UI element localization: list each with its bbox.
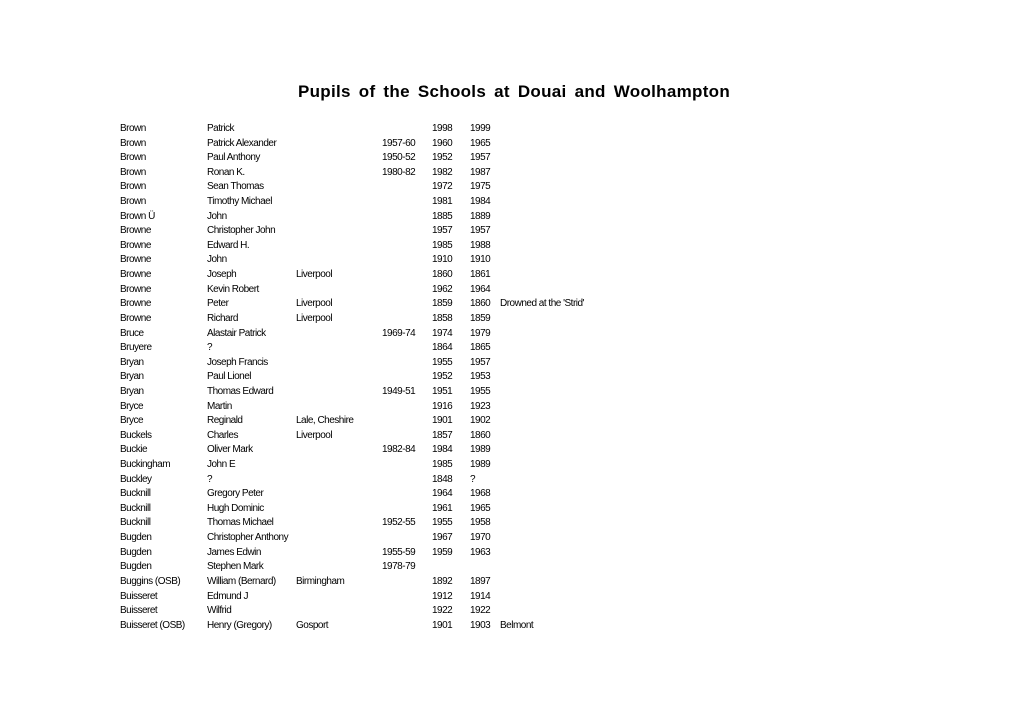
- forenames-cell: Oliver Mark: [207, 444, 253, 456]
- table-row: [0, 619, 1024, 634]
- forenames-cell: Patrick Alexander: [207, 137, 277, 149]
- table-row: [0, 224, 1024, 239]
- entry-year-cell: 1901: [432, 619, 453, 631]
- surname-cell: Bucknill: [120, 502, 151, 514]
- leave-year-cell: 1965: [470, 502, 491, 514]
- table-row: [0, 312, 1024, 327]
- surname-cell: Buckels: [120, 429, 152, 441]
- leave-year-cell: 1865: [470, 342, 491, 354]
- surname-cell: Browne: [120, 239, 151, 251]
- leave-year-cell: 1957: [470, 225, 491, 237]
- table-row: [0, 151, 1024, 166]
- entry-year-cell: 1957: [432, 225, 453, 237]
- surname-cell: Browne: [120, 298, 151, 310]
- entry-year-cell: 1985: [432, 239, 453, 251]
- prep-years-cell: 1978-79: [382, 561, 416, 573]
- surname-cell: Brown: [120, 166, 146, 178]
- entry-year-cell: 1955: [432, 356, 453, 368]
- surname-cell: Brown Ü: [120, 210, 155, 222]
- prep-years-cell: 1952-55: [382, 517, 416, 529]
- leave-year-cell: 1914: [470, 590, 491, 602]
- entry-year-cell: 1858: [432, 312, 453, 324]
- forenames-cell: Paul Lionel: [207, 371, 251, 383]
- place-cell: Liverpool: [296, 429, 333, 441]
- surname-cell: Brown: [120, 152, 146, 164]
- prep-years-cell: 1957-60: [382, 137, 416, 149]
- surname-cell: Brown: [120, 137, 146, 149]
- leave-year-cell: 1955: [470, 385, 491, 397]
- table-row: [0, 327, 1024, 342]
- forenames-cell: John: [207, 210, 227, 222]
- table-row: [0, 166, 1024, 181]
- leave-year-cell: 1965: [470, 137, 491, 149]
- place-cell: Birmingham: [296, 575, 345, 587]
- entry-year-cell: 1959: [432, 546, 453, 558]
- surname-cell: Browne: [120, 269, 151, 281]
- surname-cell: Bugden: [120, 561, 152, 573]
- prep-years-cell: 1980-82: [382, 166, 416, 178]
- surname-cell: Browne: [120, 225, 151, 237]
- entry-year-cell: 1984: [432, 444, 453, 456]
- leave-year-cell: 1989: [470, 444, 491, 456]
- entry-year-cell: 1952: [432, 371, 453, 383]
- leave-year-cell: 1902: [470, 415, 491, 427]
- forenames-cell: Joseph Francis: [207, 356, 268, 368]
- forenames-cell: Patrick: [207, 123, 235, 134]
- leave-year-cell: 1923: [470, 400, 491, 412]
- leave-year-cell: 1987: [470, 166, 491, 178]
- entry-year-cell: 1892: [432, 575, 453, 587]
- pupil-list: [0, 122, 1024, 633]
- prep-years-cell: 1969-74: [382, 327, 416, 339]
- leave-year-cell: 1957: [470, 152, 491, 164]
- place-cell: Liverpool: [296, 298, 333, 310]
- table-row: [0, 414, 1024, 429]
- forenames-cell: Edmund J: [207, 590, 249, 602]
- table-row: [0, 546, 1024, 561]
- entry-year-cell: 1982: [432, 166, 453, 178]
- leave-year-cell: 1922: [470, 605, 491, 617]
- leave-year-cell: 1984: [470, 196, 491, 208]
- leave-year-cell: 1970: [470, 532, 491, 544]
- page-title: Pupils of the Schools at Douai and Woolhampton: [297, 82, 731, 101]
- table-row: [0, 443, 1024, 458]
- forenames-cell: Gregory Peter: [207, 488, 264, 500]
- place-cell: Liverpool: [296, 312, 333, 324]
- surname-cell: Buisseret: [120, 590, 158, 602]
- surname-cell: Bryce: [120, 415, 144, 427]
- entry-year-cell: 1974: [432, 327, 453, 339]
- forenames-cell: Wilfrid: [207, 605, 232, 617]
- forenames-cell: Paul Anthony: [207, 152, 260, 164]
- forenames-cell: Henry (Gregory): [207, 619, 272, 631]
- table-row: [0, 137, 1024, 152]
- forenames-cell: Edward H.: [207, 239, 250, 251]
- leave-year-cell: 1999: [470, 123, 491, 134]
- forenames-cell: Thomas Michael: [207, 517, 274, 529]
- table-row: [0, 253, 1024, 268]
- table-row: [0, 370, 1024, 385]
- table-row: [0, 502, 1024, 517]
- notes-cell: Belmont: [500, 619, 534, 631]
- surname-cell: Bucknill: [120, 488, 151, 500]
- forenames-cell: Alastair Patrick: [207, 327, 266, 339]
- forenames-cell: Stephen Mark: [207, 561, 264, 573]
- forenames-cell: Christopher John: [207, 225, 276, 237]
- table-row: [0, 341, 1024, 356]
- table-row: [0, 268, 1024, 283]
- forenames-cell: Kevin Robert: [207, 283, 259, 295]
- forenames-cell: Peter: [207, 298, 229, 310]
- leave-year-cell: 1964: [470, 283, 491, 295]
- table-row: [0, 400, 1024, 415]
- entry-year-cell: 1962: [432, 283, 453, 295]
- leave-year-cell: 1963: [470, 546, 491, 558]
- table-row: [0, 297, 1024, 312]
- entry-year-cell: 1967: [432, 532, 453, 544]
- table-row: [0, 180, 1024, 195]
- table-row: [0, 458, 1024, 473]
- surname-cell: Bruyere: [120, 342, 152, 354]
- place-cell: Gosport: [296, 619, 329, 631]
- leave-year-cell: 1861: [470, 269, 491, 281]
- surname-cell: Bucknill: [120, 517, 151, 529]
- forenames-cell: ?: [207, 342, 213, 354]
- table-row: [0, 590, 1024, 605]
- table-row: [0, 531, 1024, 546]
- table-row: [0, 356, 1024, 371]
- forenames-cell: ?: [207, 473, 213, 485]
- forenames-cell: James Edwin: [207, 546, 261, 558]
- table-row: [0, 210, 1024, 225]
- entry-year-cell: 1910: [432, 254, 453, 266]
- forenames-cell: Christopher Anthony: [207, 532, 289, 544]
- entry-year-cell: 1972: [432, 181, 453, 193]
- forenames-cell: Richard: [207, 312, 238, 324]
- surname-cell: Buckie: [120, 444, 148, 456]
- leave-year-cell: 1958: [470, 517, 491, 529]
- leave-year-cell: 1910: [470, 254, 491, 266]
- table-row: [0, 239, 1024, 254]
- leave-year-cell: 1975: [470, 181, 491, 193]
- surname-cell: Bryan: [120, 371, 144, 383]
- surname-cell: Buckley: [120, 473, 152, 485]
- surname-cell: Bryce: [120, 400, 144, 412]
- entry-year-cell: 1848: [432, 473, 453, 485]
- surname-cell: Buisseret: [120, 605, 158, 617]
- surname-cell: Brown: [120, 123, 146, 134]
- forenames-cell: William (Bernard): [207, 575, 276, 587]
- entry-year-cell: 1860: [432, 269, 453, 281]
- entry-year-cell: 1961: [432, 502, 453, 514]
- surname-cell: Bruce: [120, 327, 144, 339]
- table-row: [0, 516, 1024, 531]
- forenames-cell: Martin: [207, 400, 232, 412]
- entry-year-cell: 1885: [432, 210, 453, 222]
- table-row: [0, 473, 1024, 488]
- entry-year-cell: 1864: [432, 342, 453, 354]
- entry-year-cell: 1985: [432, 459, 453, 471]
- table-row: [0, 195, 1024, 210]
- leave-year-cell: 1979: [470, 327, 491, 339]
- forenames-cell: Hugh Dominic: [207, 502, 264, 514]
- forenames-cell: John E: [207, 459, 236, 471]
- surname-cell: Bryan: [120, 356, 144, 368]
- forenames-cell: John: [207, 254, 227, 266]
- entry-year-cell: 1901: [432, 415, 453, 427]
- table-row: [0, 122, 1024, 137]
- place-cell: Lale, Cheshire: [296, 415, 354, 427]
- entry-year-cell: 1981: [432, 196, 453, 208]
- forenames-cell: Reginald: [207, 415, 243, 427]
- entry-year-cell: 1912: [432, 590, 453, 602]
- surname-cell: Browne: [120, 254, 151, 266]
- prep-years-cell: 1955-59: [382, 546, 416, 558]
- prep-years-cell: 1950-52: [382, 152, 416, 164]
- surname-cell: Buggins (OSB): [120, 575, 181, 587]
- table-row: [0, 283, 1024, 298]
- leave-year-cell: ?: [470, 473, 476, 485]
- prep-years-cell: 1949-51: [382, 385, 416, 397]
- entry-year-cell: 1998: [432, 123, 453, 134]
- entry-year-cell: 1922: [432, 605, 453, 617]
- forenames-cell: Timothy Michael: [207, 196, 272, 208]
- leave-year-cell: 1968: [470, 488, 491, 500]
- surname-cell: Buisseret (OSB): [120, 619, 185, 631]
- surname-cell: Browne: [120, 283, 151, 295]
- surname-cell: Brown: [120, 181, 146, 193]
- entry-year-cell: 1960: [432, 137, 453, 149]
- forenames-cell: Charles: [207, 429, 238, 441]
- place-cell: Liverpool: [296, 269, 333, 281]
- leave-year-cell: 1988: [470, 239, 491, 251]
- leave-year-cell: 1989: [470, 459, 491, 471]
- leave-year-cell: 1860: [470, 298, 491, 310]
- surname-cell: Buckingham: [120, 459, 171, 471]
- entry-year-cell: 1857: [432, 429, 453, 441]
- surname-cell: Bugden: [120, 546, 152, 558]
- forenames-cell: Thomas Edward: [207, 385, 274, 397]
- surname-cell: Bryan: [120, 385, 144, 397]
- leave-year-cell: 1859: [470, 312, 491, 324]
- table-row: [0, 604, 1024, 619]
- entry-year-cell: 1952: [432, 152, 453, 164]
- surname-cell: Browne: [120, 312, 151, 324]
- prep-years-cell: 1982-84: [382, 444, 416, 456]
- leave-year-cell: 1953: [470, 371, 491, 383]
- leave-year-cell: 1860: [470, 429, 491, 441]
- table-row: [0, 575, 1024, 590]
- leave-year-cell: 1903: [470, 619, 491, 631]
- table-row: [0, 560, 1024, 575]
- leave-year-cell: 1889: [470, 210, 491, 222]
- entry-year-cell: 1916: [432, 400, 453, 412]
- table-row: [0, 487, 1024, 502]
- leave-year-cell: 1897: [470, 575, 491, 587]
- entry-year-cell: 1955: [432, 517, 453, 529]
- table-row: [0, 429, 1024, 444]
- entry-year-cell: 1859: [432, 298, 453, 310]
- surname-cell: Brown: [120, 196, 146, 208]
- forenames-cell: Sean Thomas: [207, 181, 264, 193]
- leave-year-cell: 1957: [470, 356, 491, 368]
- notes-cell: Drowned at the 'Strid': [500, 298, 584, 310]
- forenames-cell: Joseph: [207, 269, 237, 281]
- forenames-cell: Ronan K.: [207, 166, 245, 178]
- entry-year-cell: 1964: [432, 488, 453, 500]
- surname-cell: Bugden: [120, 532, 152, 544]
- entry-year-cell: 1951: [432, 385, 453, 397]
- table-row: [0, 385, 1024, 400]
